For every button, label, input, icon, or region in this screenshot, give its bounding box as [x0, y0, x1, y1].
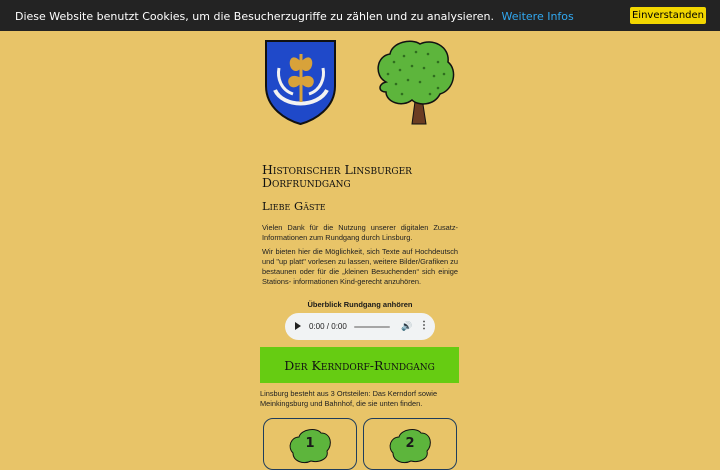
- station-number: 1: [305, 436, 315, 451]
- tree-icon: [372, 38, 456, 126]
- intro-paragraph-2: Wir bieten hier die Möglichkeit, sich Texte auf Hochdeutsch und "up platt" vorlesen zu lassen, weitere Bilder/Grafiken zu bestaunen oder für die „kleinen Besuchenden“ sich einige Stations- informationen Kind-gerecht anzuhören.: [262, 247, 458, 286]
- intro-paragraph-1: Vielen Dank für die Nutzung unserer digitalen Zusatz-Informationen zum Rundgang durch Linsburg.: [262, 223, 458, 242]
- cookie-message: Diese Website benutzt Cookies, um die Besucherzugriffe zu zählen und zu analysieren.: [15, 10, 495, 23]
- volume-icon[interactable]: 🔊: [401, 321, 413, 331]
- audio-player[interactable]: [285, 313, 435, 340]
- greeting-heading: Liebe Gäste: [262, 199, 326, 213]
- accept-cookies-button[interactable]: Einverstanden: [630, 7, 706, 24]
- audio-progress-slider[interactable]: [354, 326, 390, 328]
- more-options-icon[interactable]: ⋮: [419, 320, 429, 331]
- kerndorf-tour-button[interactable]: Der Kerndorf-Rundgang: [260, 347, 459, 383]
- station-card-2[interactable]: [363, 418, 457, 470]
- cookie-banner: [0, 0, 720, 31]
- tour-intro-text: Linsburg besteht aus 3 Ortsteilen: Das Kerndorf sowie Meinkingsburg und Bahnhof, die sie unten finden.: [260, 389, 438, 408]
- audio-label: Überblick Rundgang anhören: [307, 300, 413, 309]
- play-icon[interactable]: [295, 322, 301, 330]
- more-info-link[interactable]: Weitere Infos: [501, 10, 574, 23]
- audio-time: 0:00 / 0:00: [309, 322, 347, 331]
- station-card-1[interactable]: [263, 418, 357, 470]
- station-number: 2: [405, 436, 415, 451]
- coat-of-arms-icon: [263, 38, 339, 126]
- page-title: Historischer Linsburger Dorfrundgang: [262, 162, 412, 190]
- cookie-message-wrap: [15, 10, 574, 23]
